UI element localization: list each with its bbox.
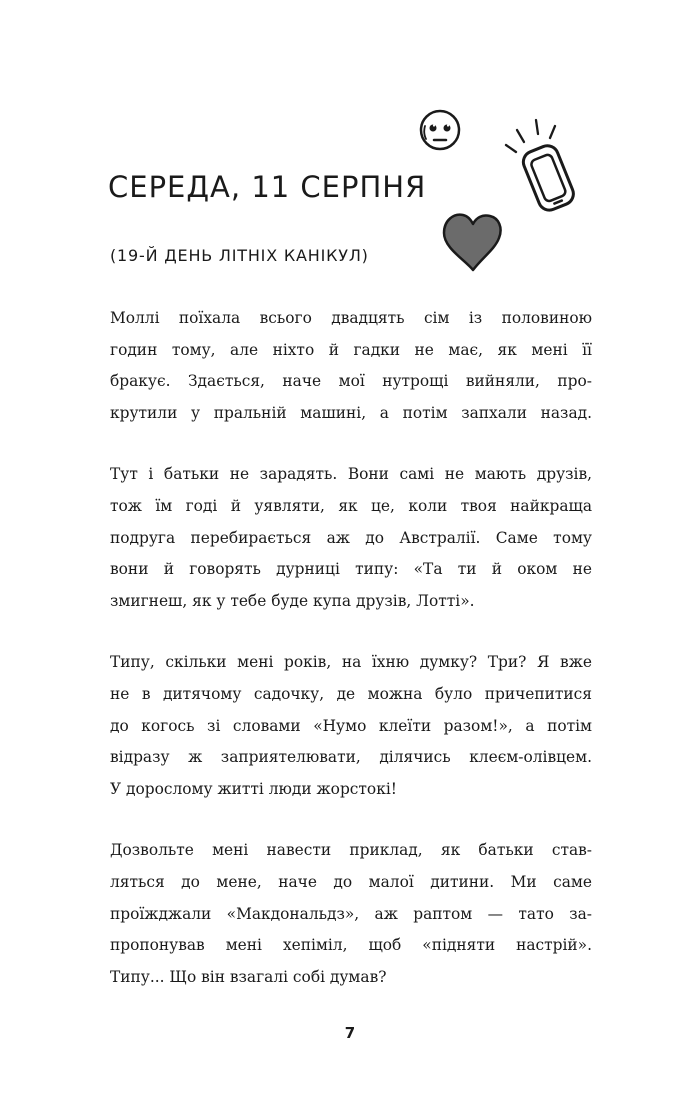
body-text bbox=[110, 303, 592, 1023]
paragraph bbox=[110, 835, 592, 993]
text-line: годин тому, але ніхто й гадки не має, як мені її bbox=[110, 340, 592, 359]
text-line: до когось зі словами «Нумо клеїти разом!», а потім bbox=[110, 716, 592, 735]
text-line: подруга перебирається аж до Австралії. Саме тому bbox=[110, 528, 592, 547]
page-number: 7 bbox=[344, 1024, 356, 1042]
text-line: крутили у пральній машині, а потім запхали назад. bbox=[110, 403, 592, 422]
text-line: бракує. Здається, наче мої нутрощі вийняли, про- bbox=[110, 372, 592, 391]
text-line: вони й говорять дурниці типу: «Та ти й оком не bbox=[110, 560, 592, 579]
smiley-face-icon bbox=[421, 111, 459, 149]
phone-icon bbox=[506, 120, 577, 213]
page-subtitle: (19-Й ДЕНЬ ЛІТНІХ КАНІКУЛ) bbox=[110, 246, 369, 265]
page-title: СЕРЕДА, 11 СЕРПНЯ bbox=[108, 170, 427, 204]
heart-icon bbox=[444, 215, 501, 270]
text-line: ляться до мене, наче до малої дитини. Ми саме bbox=[110, 872, 592, 891]
text-line: Типу, скільки мені років, на їхню думку? Три? Я вже bbox=[110, 653, 592, 672]
paragraph bbox=[110, 459, 592, 617]
text-line: Моллі поїхала всього двадцять сім із половиною bbox=[110, 309, 592, 327]
text-line: проїжджали «Макдональдз», аж раптом — тато за- bbox=[110, 904, 592, 923]
text-line: У дорослому житті люди жорстокі! bbox=[110, 779, 397, 798]
text-line: Типу... Що він взагалі собі думав? bbox=[110, 967, 387, 986]
text-line: Дозвольте мені навести приклад, як батьки став- bbox=[110, 841, 592, 860]
text-line: не в дитячому садочку, де можна було причепитися bbox=[110, 684, 592, 703]
text-line: тож їм годі й уявляти, як це, коли твоя найкраща bbox=[110, 496, 592, 515]
text-line: відразу ж заприятелювати, ділячись клеєм-олівцем. bbox=[110, 748, 592, 767]
text-line: змигнеш, як у тебе буде купа друзів, Лотті». bbox=[110, 591, 475, 610]
doodle-group bbox=[410, 100, 590, 280]
text-line: пропонував мені хепіміл, щоб «підняти настрій». bbox=[110, 936, 592, 955]
paragraph bbox=[110, 303, 592, 429]
text-line: Тут і батьки не зарадять. Вони самі не мають друзів, bbox=[110, 465, 592, 484]
paragraph bbox=[110, 647, 592, 805]
